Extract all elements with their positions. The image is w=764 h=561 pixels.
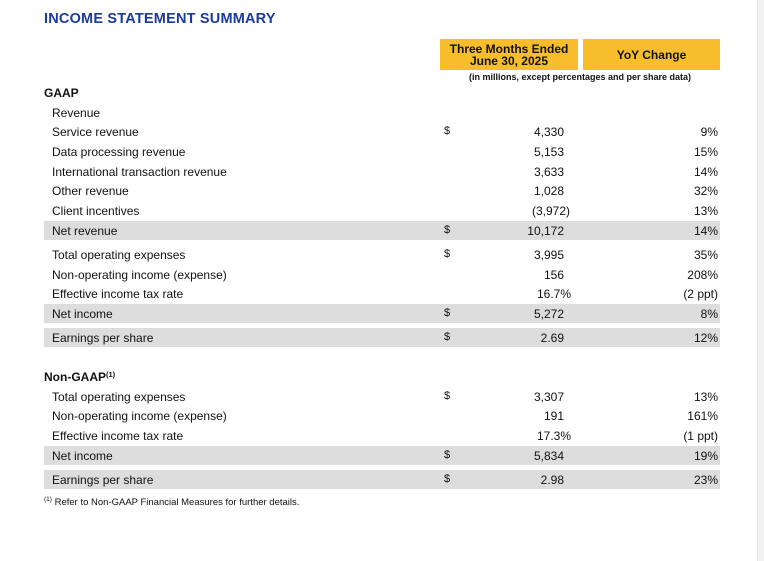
row-yoy: 161% (687, 409, 718, 423)
row-value: 5,272 (533, 307, 564, 321)
row-label: Net income (52, 449, 113, 463)
page-title: INCOME STATEMENT SUMMARY (44, 11, 276, 27)
table-row (44, 122, 720, 141)
row-label: Non-operating income (expense) (52, 409, 227, 423)
table-row (44, 201, 720, 220)
table-row (44, 265, 720, 284)
row-value: (3,972) (531, 204, 570, 218)
row-label: Client incentives (52, 204, 140, 218)
table-row (44, 387, 720, 406)
units-note: (in millions, except percentages and per share data) (468, 72, 692, 82)
row-label: Total operating expenses (52, 248, 186, 262)
period-header-line1: Three Months Ended (449, 41, 569, 56)
row-label: Net income (52, 307, 113, 321)
currency-symbol: $ (444, 248, 451, 260)
revenue-subheader (44, 103, 720, 122)
table-row-highlight (44, 328, 720, 347)
row-label: Effective income tax rate (52, 287, 184, 301)
row-label: Data processing revenue (52, 145, 186, 159)
period-header (440, 39, 578, 70)
currency-symbol: $ (444, 331, 451, 343)
row-yoy: 32% (693, 184, 718, 198)
row-yoy: 208% (687, 268, 718, 282)
row-value: 3,307 (533, 390, 564, 404)
row-label: Total operating expenses (52, 390, 186, 404)
row-yoy: 14% (693, 224, 718, 238)
row-label: Earnings per share (52, 331, 154, 345)
footnote-marker: (1) (44, 496, 52, 503)
table-row-highlight (44, 470, 720, 489)
row-label: Net revenue (52, 224, 118, 238)
currency-symbol: $ (444, 125, 451, 137)
row-value: 3,633 (533, 165, 564, 179)
row-yoy: (1 ppt) (683, 429, 718, 443)
row-value: 156 (543, 268, 564, 282)
currency-symbol: $ (444, 449, 451, 461)
row-yoy: 12% (693, 331, 718, 345)
gaap-section-title: GAAP (44, 86, 79, 100)
table-row (44, 284, 720, 303)
non-gaap-footnote-marker: (1) (106, 370, 116, 379)
row-value: 4,330 (533, 125, 564, 139)
currency-symbol: $ (444, 224, 451, 236)
row-yoy: 19% (693, 449, 718, 463)
currency-symbol: $ (444, 307, 451, 319)
table-row (44, 142, 720, 161)
table-row-highlight (44, 446, 720, 465)
period-header-line2: June 30, 2025 (469, 53, 549, 68)
row-yoy: 15% (693, 145, 718, 159)
footnote (44, 496, 299, 508)
row-label: Earnings per share (52, 473, 154, 487)
table-row-highlight (44, 304, 720, 323)
footnote-text: Refer to Non-GAAP Financial Measures for further details. (51, 497, 300, 508)
revenue-label: Revenue (52, 106, 101, 120)
table-row (44, 426, 720, 445)
page-edge (757, 0, 764, 561)
row-label: Other revenue (52, 184, 129, 198)
table-row (44, 162, 720, 181)
row-value: 191 (543, 409, 564, 423)
non-gaap-title-text: Non-GAAP (44, 370, 106, 384)
row-label: Non-operating income (expense) (52, 268, 227, 282)
row-value: 16.7% (536, 287, 571, 301)
row-yoy: 35% (693, 248, 718, 262)
non-gaap-section-title (44, 370, 115, 384)
table-row (44, 406, 720, 425)
row-yoy: 13% (693, 204, 718, 218)
row-label: Service revenue (52, 125, 139, 139)
yoy-header: YoY Change (583, 39, 720, 70)
row-yoy: 8% (700, 307, 718, 321)
currency-symbol: $ (444, 473, 451, 485)
row-value: 2.69 (540, 331, 564, 345)
row-label: International transaction revenue (52, 165, 227, 179)
currency-symbol: $ (444, 390, 451, 402)
table-row-highlight (44, 221, 720, 240)
row-yoy: 23% (693, 473, 718, 487)
row-yoy: 13% (693, 390, 718, 404)
row-yoy: 14% (693, 165, 718, 179)
row-value: 5,153 (533, 145, 564, 159)
table-row (44, 181, 720, 200)
row-value: 10,172 (527, 224, 564, 238)
row-label: Effective income tax rate (52, 429, 184, 443)
row-yoy: 9% (700, 125, 718, 139)
row-value: 17.3% (536, 429, 571, 443)
row-value: 2.98 (540, 473, 564, 487)
row-value: 1,028 (533, 184, 564, 198)
row-value: 5,834 (533, 449, 564, 463)
table-row (44, 245, 720, 264)
row-value: 3,995 (533, 248, 564, 262)
row-yoy: (2 ppt) (683, 287, 718, 301)
